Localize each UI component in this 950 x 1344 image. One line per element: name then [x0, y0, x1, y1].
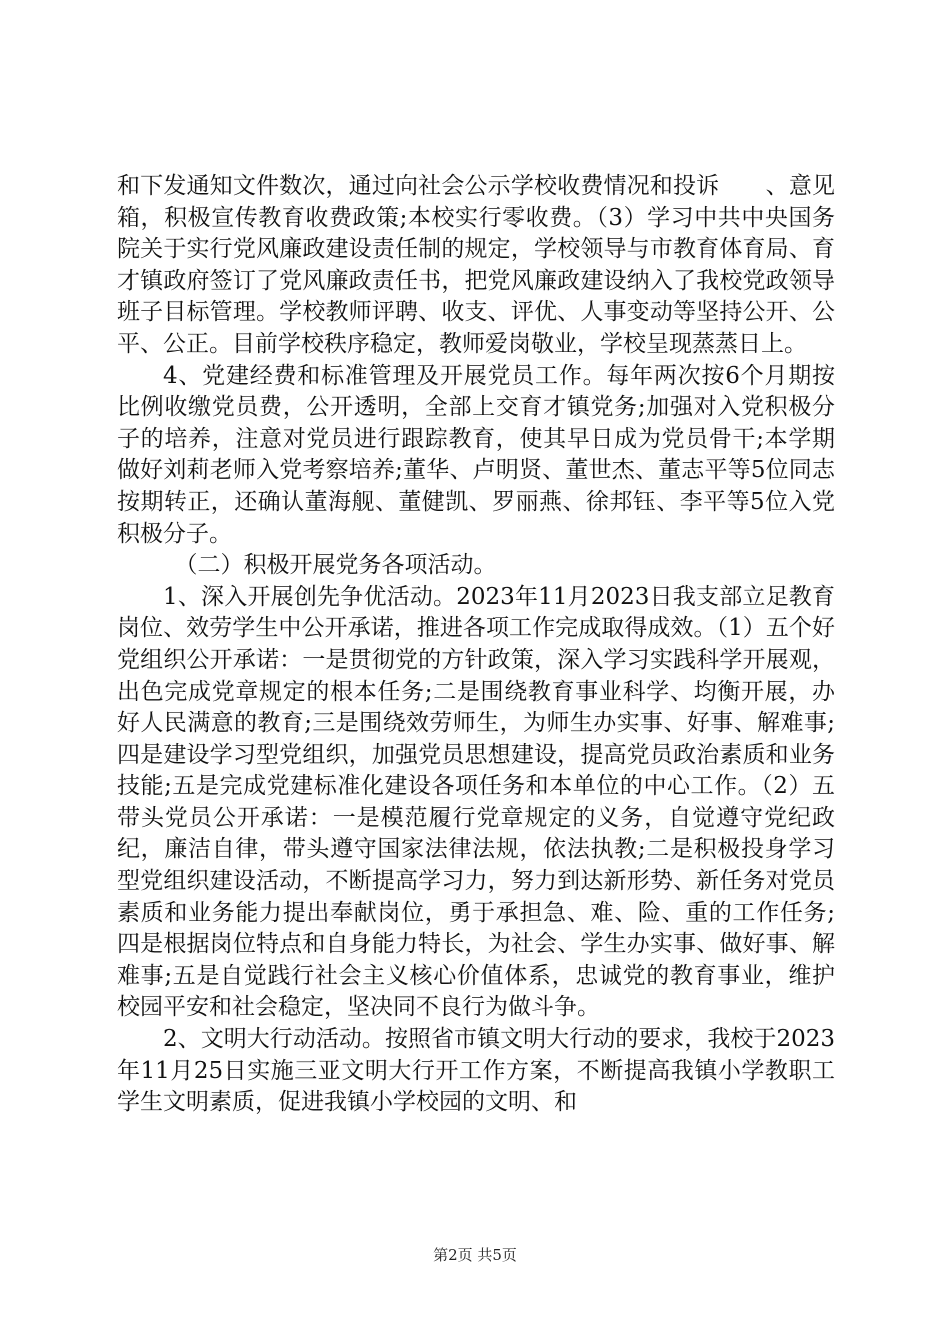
- paragraph-4: 2、文明大行动活动。按照省市镇文明大行动的要求，我校于2023年11月25日实施三亚文明大行开工作方案，不断提高我镇小学教职工学生文明素质，促进我镇小学校园的文明、和: [117, 1026, 835, 1116]
- paragraph-3: 1、深入开展创先争优活动。2023年11月2023日我支部立足教育岗位、效劳学生中公开承诺，推进各项工作完成取得成效。（1）五个好党组织公开承诺：一是贯彻党的方针政策，深入学习实践科学开展观，出色完成党章规定的根本任务;二是围绕教育事业科学、均衡开展，办好人民满意的教育;三是围绕效劳师生，为师生办实事、好事、解难事;四是建设学习型党组织，加强党员思想建设，提高党员政治素质和业务技能;五是完成党建标准化建设各项任务和本单位的中心工作。（2）五带头党员公开承诺：一是模范履行党章规定的义务，自觉遵守党纪政纪，廉洁自律，带头遵守国家法律法规，依法执教;二是积极投身学习型党组织建设活动，不断提高学习力，努力到达新形势、新任务对党员素质和业务能力提出奉献岗位，勇于承担急、难、险、重的工作任务;四是根据岗位特点和自身能力特长，为社会、学生办实事、做好事、解难事;五是自觉践行社会主义核心价值体系，忠诚党的教育事业，维护校园平安和社会稳定，坚决同不良行为做斗争。: [117, 583, 835, 1021]
- section-heading: （二）积极开展党务各项活动。: [174, 552, 497, 579]
- document-body: [117, 171, 835, 1119]
- page-footer: 第2页 共5页: [433, 1246, 517, 1264]
- paragraph-1: 和下发通知文件数次，通过向社会公示学校收费情况和投诉 、意见箱，积极宣传教育收费政策;本校实行零收费。（3）学习中共中央国务院关于实行党风廉政建设责任制的规定，学校领导与市教育体育局、育才镇政府签订了党风廉政责任书，把党风廉政建设纳入了我校党政领导班子目标管理。学校教师评聘、收支、评优、人事变动等坚持公开、公平、公正。目前学校秩序稳定，教师爱岗敬业，学校呈现蒸蒸日上。: [117, 173, 835, 357]
- paragraph-2: 4、党建经费和标准管理及开展党员工作。每年两次按6个月期按比例收缴党员费，公开透明，全部上交育才镇党务;加强对入党积极分子的培养，注意对党员进行跟踪教育，使其早日成为党员骨干;本学期做好刘莉老师入党考察培养;董华、卢明贤、董世杰、董志平等5位同志按期转正，还确认董海舰、董健凯、罗丽燕、徐邦钰、李平等5位入党积极分子。: [117, 362, 835, 547]
